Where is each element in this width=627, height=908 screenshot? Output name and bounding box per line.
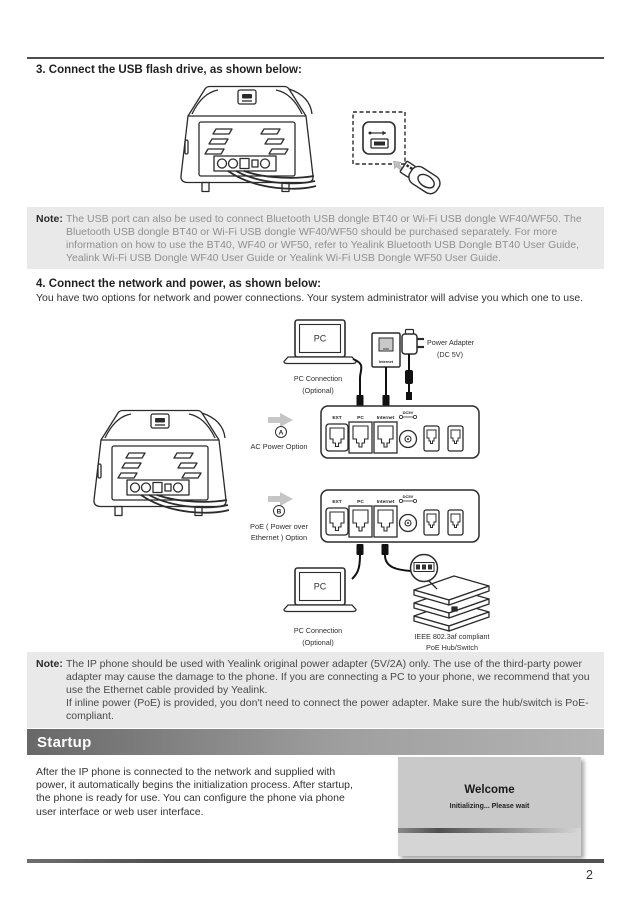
note-paragraph-1: The IP phone should be used with Yealink original power adapter (5V/2A) only. The use of the third-party power adapter may cause the damage to the phone. If you are connecting a PC to your phone, we recommend that you use the Ethernet cable provided by Yealink. bbox=[66, 658, 590, 696]
power-adapter-voltage: (DC 5V) bbox=[437, 350, 463, 359]
option-a-arrow-icon bbox=[268, 413, 293, 427]
phone-rear-illustration bbox=[94, 411, 229, 516]
pc-connection-optional: (Optional) bbox=[302, 638, 334, 647]
cable-plug bbox=[357, 544, 364, 555]
cable-plug bbox=[383, 395, 390, 406]
startup-section-banner bbox=[27, 729, 604, 755]
boot-screen-status: Initializing... Please wait bbox=[449, 803, 530, 810]
option-b-label-1: PoE ( Power over bbox=[250, 522, 308, 531]
usb-flash-drive bbox=[398, 158, 443, 196]
note-label: Note: bbox=[36, 213, 63, 225]
option-b-label-2: Ethernet ) Option bbox=[250, 533, 308, 542]
step3-heading: 3. Connect the USB flash drive, as shown below: bbox=[36, 64, 302, 76]
poe-hub-switch bbox=[414, 576, 489, 631]
network-power-diagram bbox=[0, 318, 627, 654]
note-label: Note: bbox=[36, 658, 63, 670]
pc-label: PC bbox=[313, 333, 327, 344]
poe-port-panel bbox=[321, 490, 479, 542]
usb-port-icon bbox=[363, 122, 395, 154]
pc-label: PC bbox=[313, 581, 327, 592]
cable-plug bbox=[357, 395, 364, 406]
option-a-letter: A bbox=[278, 429, 284, 437]
phone-rear-illustration bbox=[172, 66, 322, 206]
panel-dc-label: DC5V bbox=[402, 410, 414, 415]
usb-port-detail bbox=[345, 105, 445, 197]
panel-pc-label: PC bbox=[357, 416, 364, 421]
panel-ext-label: EXT bbox=[332, 416, 342, 421]
power-adapter-label: Power Adapter bbox=[427, 338, 475, 347]
top-divider bbox=[27, 57, 604, 59]
cable-plug bbox=[382, 544, 389, 555]
panel-pc-label: PC bbox=[357, 500, 364, 505]
panel-internet-label: Internet bbox=[376, 500, 395, 505]
note-text: The USB port can also be used to connect Bluetooth USB dongle BT40 or Wi-Fi USB dongle WF40/WF50. The Bluetooth USB dongle BT40 or Wi-Fi USB dongle WF40/WF50 should be purchased separately. For more information on how to use the BT40, WF40 or WF50, refer to Yealink Bluetooth USB Dongle BT40 User Guide, Yealink Wi-Fi USB Dongle WF40 User Guide or Yealink Wi-Fi USB Dongle WF50 User Guide. bbox=[66, 213, 582, 264]
pc-connection-label: PC Connection bbox=[293, 626, 343, 635]
step4-heading: 4. Connect the network and power, as shown below: bbox=[36, 278, 321, 290]
phone-boot-screen bbox=[398, 757, 581, 856]
footer-divider bbox=[27, 859, 604, 863]
internet-jack-label: Internet bbox=[379, 360, 393, 364]
ac-port-panel bbox=[321, 406, 479, 458]
note-paragraph-2: If inline power (PoE) is provided, you don't need to connect the power adapter. Make sure the hub/switch is PoE-compliant. bbox=[66, 697, 589, 722]
panel-internet-label: Internet bbox=[376, 416, 395, 421]
note-text bbox=[66, 658, 596, 723]
step4-intro: You have two options for network and power connections. Your system administrator will advise you which one to use. bbox=[36, 292, 584, 304]
dc-plug bbox=[406, 392, 412, 400]
hub-label-1: IEEE 802.3af compliant bbox=[414, 632, 490, 641]
hub-label-2: PoE Hub/Switch bbox=[426, 643, 478, 652]
poe-cables bbox=[352, 555, 411, 579]
power-adapter bbox=[402, 330, 424, 355]
panel-ext-label: EXT bbox=[332, 500, 342, 505]
option-a-label: AC Power Option bbox=[250, 442, 308, 451]
startup-heading: Startup bbox=[37, 733, 92, 751]
boot-screen-title: Welcome bbox=[464, 784, 515, 796]
startup-body: After the IP phone is connected to the network and supplied with power, it automatically begins the initialization process. After startup, the phone is ready for use. You can configure the phone via phone user interface or web user interface. bbox=[36, 766, 353, 818]
usb-note bbox=[27, 207, 604, 269]
option-b-arrow-icon bbox=[268, 492, 293, 506]
page-number: 2 bbox=[586, 868, 593, 882]
option-b-letter: B bbox=[276, 508, 282, 516]
panel-dc-label: DC5V bbox=[402, 494, 414, 499]
pc-connection-label: PC Connection bbox=[293, 374, 343, 383]
power-note bbox=[27, 652, 604, 728]
pc-connection-optional: (Optional) bbox=[302, 386, 334, 395]
screen-softkey-area bbox=[398, 833, 581, 856]
ferrite-bead bbox=[405, 370, 413, 384]
